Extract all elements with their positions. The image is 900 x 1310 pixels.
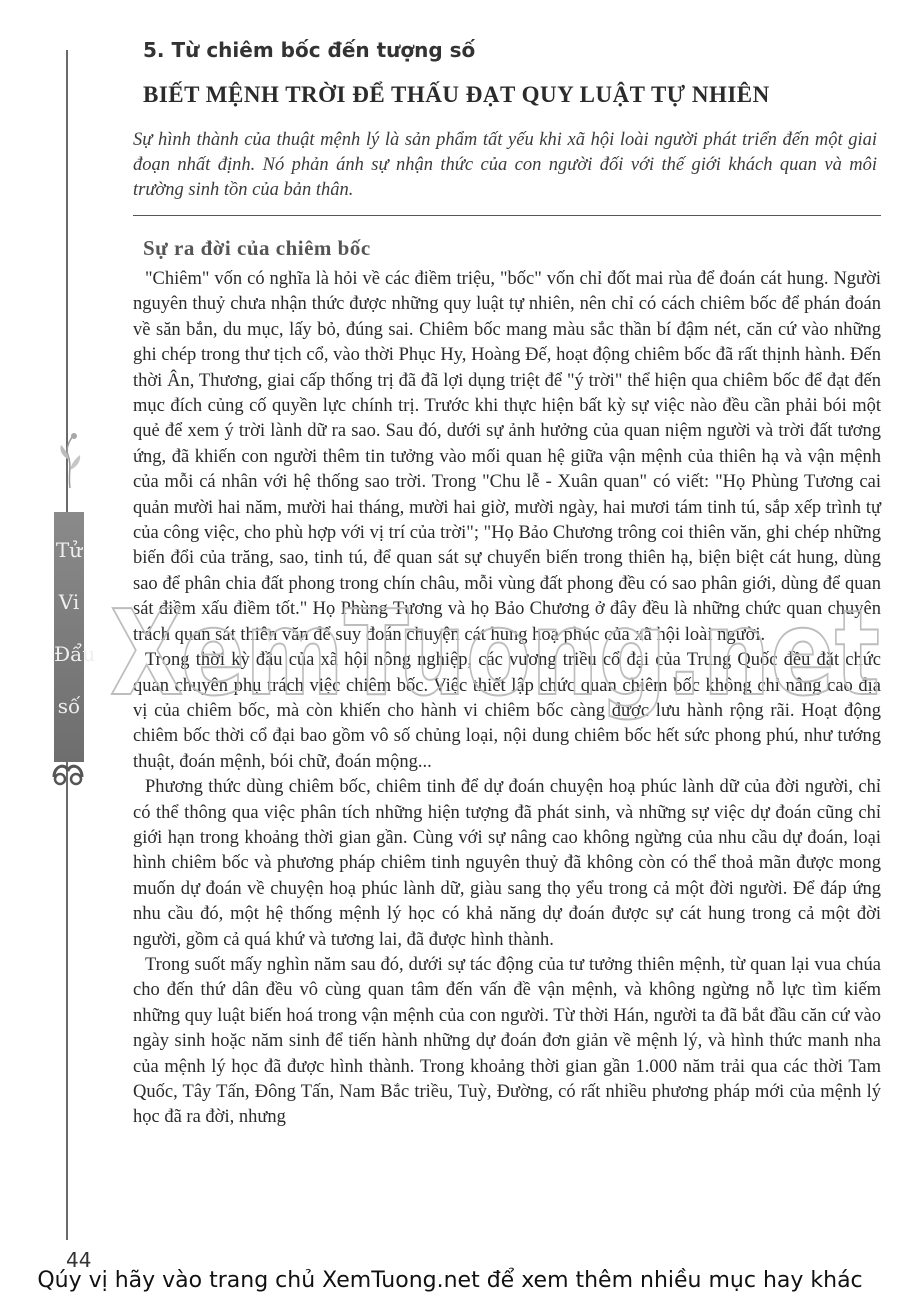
page-number: 44 [66,1248,92,1272]
side-label-3: Đẩu [54,642,96,666]
side-label-4: số [57,694,81,718]
body-text [133,267,881,1131]
side-band [54,512,96,762]
page-content [133,28,881,1131]
paragraph-2: Trong thời kỳ đầu của xã hội nông nghiệp, các vương triều cổ đại của Trung Quốc đều đặt chức quan chuyên phụ trách việc chiêm bốc. Việc thiết lập chức quan chiêm bốc không chỉ nâng cao địa vị của chiêm bốc, mà còn khiến cho hành vi chiêm bốc càng được lưu hành rộng rãi. Hoạt động chiêm bốc thời cổ đại bao gồm vô số chủng loại, nội dung chiêm bốc hết sức phong phú, như tướng thuật, đoán mệnh, bói chữ, đoán mộng... [133,650,881,772]
paragraph-4: Trong suốt mấy nghìn năm sau đó, dưới sự tác động của tư tưởng thiên mệnh, từ quan lại vua chúa cho đến thứ dân đều vô cùng quan tâm đến vấn đề vận mệnh, và không ngừng nỗ lực tìm kiếm những quy luật biến hoá trong vận mệnh của con người. Từ thời Hán, người ta đã bắt đầu căn cứ vào ngày sinh hoặc năm sinh để tiến hành những dự đoán đơn giản về mệnh lý, và hình thức manh nha của mệnh lý học đã được hình thành. Trong khoảng thời gian gần 1.000 năm trải qua các thời Tam Quốc, Tây Tấn, Đông Tấn, Nam Bắc triều, Tuỳ, Đường, có rất nhiều phương pháp mới của mệnh lý học đã ra đời, nhưng [133,954,881,1128]
watermark-text: XemTuong.net [110,584,880,722]
lead-paragraph: Sự hình thành của thuật mệnh lý là sản phẩm tất yếu khi xã hội loài người phát triển đến một giai đoạn nhất định. Nó phản ánh sự nhận thức của con người đối với thế giới khách quan và môi trường sinh tồn của bản thân. [133,128,881,216]
page-title: BIẾT MỆNH TRỜI ĐỂ THẤU ĐẠT QUY LUẬT TỰ NHIÊN [143,82,770,107]
paragraph-3: Phương thức dùng chiêm bốc, chiêm tinh để dự đoán chuyện hoạ phúc lành dữ của đời người, chỉ có thể thông qua việc phân tích những hiện tượng đã phát sinh, và những sự việc dự đoán cũng chỉ giới hạn trong khoảng thời gian gần. Cùng với sự nâng cao không ngừng của nhu cầu dự đoán, loại hình chiêm bốc và phương pháp chiêm tinh nguyên thuỷ đã không còn có thể thoả mãn được mong muốn dự đoán về chuyện hoạ phúc lành dữ, giàu sang thọ yểu trong cả một đời người. Để đáp ứng nhu cầu đó, một hệ thống mệnh lý học có khả năng dự đoán được sự cát hung trong cả một đời người, gồm cả quá khứ và tương lai, đã được hình thành. [133,777,881,950]
subheading: Sự ra đời của chiêm bốc [143,236,371,260]
paragraph-1: "Chiêm" vốn có nghĩa là hỏi về các điềm triệu, "bốc" vốn chỉ đốt mai rùa để đoán cát hung. Người nguyên thuỷ chưa nhận thức được những quy luật tự nhiên, nên chỉ có cách chiêm bốc để phán đoán về săn bắn, du mục, lấy bỏ, đúng sai. Chiêm bốc mang màu sắc thần bí đậm nét, căn cứ vào những ghi chép trong thư tịch cổ, vào thời Phục Hy, Hoàng Đế, hoạt động chiêm bốc đã rất thịnh hành. Đến thời Ân, Thương, giai cấp thống trị đã đã lợi dụng triệt để "ý trời" thể hiện qua chiêm bốc để đạt đến mục đích củng cố quyền lực chính trị. Trước khi thực hiện bất kỳ sự việc nào đều cần phải bói một quẻ để xem ý trời lành dữ ra sao. Sau đó, dưới sự ảnh hưởng của quan niệm người và trời đất tương ứng, đã khiến con người thêm tin tưởng vào mối quan hệ giữa vận mệnh của thiên hạ và vận mệnh của mỗi cá nhân với hệ thống sao trời. Trong "Chu lễ - Xuân quan" có viết: "Họ Phùng Tương cai quản mười hai năm, mười hai tháng, mười hai giờ, mười ngày, hai mươi tám tinh tú, sắp xếp trình tự của công việc, cho phù hợp với vị trí của trời"; "Họ Bảo Chương trông coi thiên văn, ghi chép những biến đổi của trăng, sao, tinh tú, để quan sát sự chuyển biến trong thiên hạ, biện biệt cát hung, dùng sao để phân chia đất phong trong chín châu, mỗi vùng đất phong đều có sao phân giới, dùng để quan sát điềm xấu điềm tốt." Họ Phùng Tương và họ Bảo Chương ở đây đều là những chức quan chuyên trách quan sát thiên văn để suy đoán chuyện cát hung hoạ phúc của xã hội loài người. [133,269,881,645]
section-number: 5. Từ chiêm bốc đến tượng số [143,38,476,62]
footer-link-banner[interactable]: Qúy vị hãy vào trang chủ XemTuong.net để xem thêm nhiều mục hay khác [37,1268,863,1293]
side-label-2: Vi [58,590,80,614]
scroll-ornament-icon [50,755,86,789]
side-label-1: Tử [55,538,83,562]
floral-ornament-icon [50,430,90,490]
